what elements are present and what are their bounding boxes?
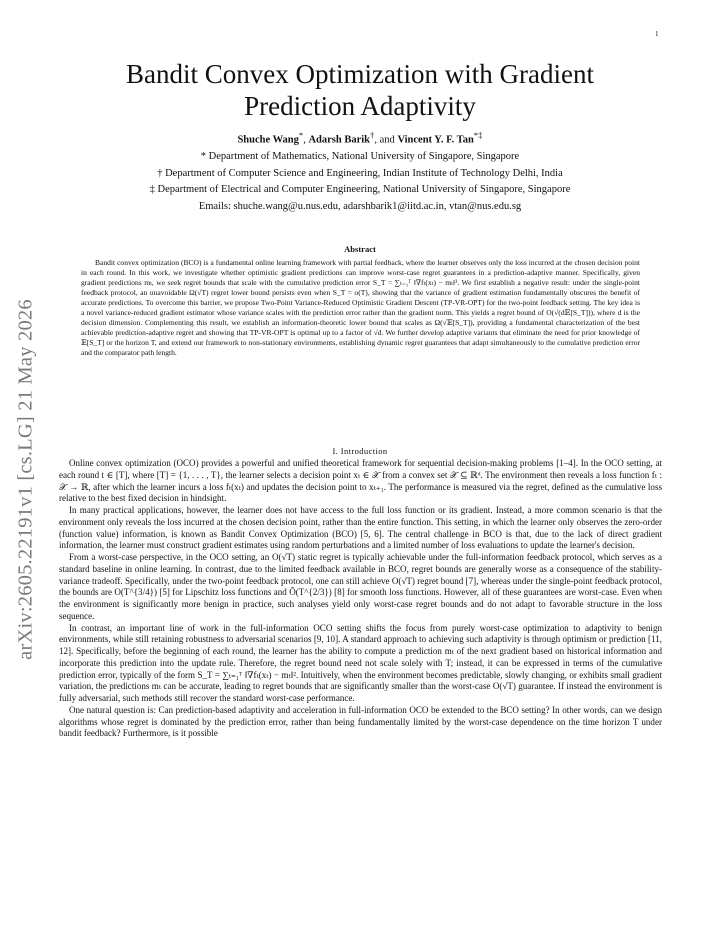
paragraph: In many practical applications, however, the learner does not have access to the full loss function or its gradient. Instead, a more common scenario is that the environment only reveals the loss incurred at the chosen decision point, rather than the entire function. This setting, in which the learner only observes the zero-order (function value) information, is known as Bandit Convex Optimization (BCO) [5, 6]. The central challenge in BCO is that, due to the lack of direct gradient information, the learner must construct gradient estimates using random perturbations and a limited number of loss evaluations to update the learner's decision. [59, 505, 662, 551]
author-block [100, 127, 620, 215]
abstract-text: Bandit convex optimization (BCO) is a fundamental online learning framework with partial feedback, where the learner observes only the loss incurred at the chosen decision point in each round. In this work, we investigate whether optimistic gradient predictions can improve worst-case regret guarantees in a prediction-adaptive manner. Specifically, given gradient predictions mₜ, we seek regret bounds that scale with the cumulative prediction error S_T = ∑ₜ₌₁ᵀ ‖∇fₜ(xₜ) − mₜ‖². We first establish a negative result: under the single-point feedback protocol, an unavoidable Ω(√T) regret lower bound persists even when S_T = o(T), showing that the variance of gradient estimation fundamentally obscures the benefit of accurate predictions. To overcome this barrier, we propose Two-Point Variance-Reduced Optimistic Gradient Descent (TP-VR-OPT) for the two-point feedback setting. The key idea is a novel variance-reduced gradient estimator whose variance scales with the prediction error rather than the gradient norm. This yields a regret bound of O(√(d𝔼[S_T])), where d is the decision dimension. Complementing this result, we establish an information-theoretic lower bound that scales as Ω(√𝔼[S_T]), providing a fundamental characterization of the best achievable prediction-adaptive regret and showing that TP-VR-OPT is optimal up to a factor of √d. We further develop adaptive variants that eliminate the need for prior knowledge of 𝔼[S_T] or the horizon T, and extend our framework to non-stationary environments, establishing dynamic regret guarantees that adapt simultaneously to the cumulative prediction error and the comparator path length. [81, 258, 640, 358]
author-name: Shuche Wang [237, 134, 299, 146]
section-heading: I. Introduction [332, 446, 388, 456]
arxiv-stamp: arXiv:2605.22191v1 [cs.LG] 21 May 2026 [14, 299, 37, 660]
author-name: Vincent Y. F. Tan [397, 134, 474, 146]
author-mark: *‡ [473, 130, 483, 140]
paper-title: Bandit Convex Optimization with Gradient Prediction Adaptivity [126, 59, 594, 121]
author-emails: Emails: shuche.wang@u.nus.edu, adarshbarik1@iitd.ac.in, vtan@nus.edu.sg [198, 200, 522, 212]
body-text [59, 458, 662, 740]
affiliation: ‡ Department of Electrical and Computer Engineering, National University of Singapore, Singapore [149, 184, 571, 195]
paragraph: In contrast, an important line of work in the full-information OCO setting shifts the focus from purely worst-case optimization to adaptivity to benign environments, while still retaining robustness to adversarial scenarios [9, 10]. A standard approach to achieving such adaptivity is through optimism or prediction [11, 12]. Specifically, before the beginning of each round, the learner has the ability to compute a prediction mₜ of the next gradient based on historical information and incorporate this prediction into the update rule. Therefore, the regret bound need not scale solely with T; instead, it can be expressed in terms of the cumulative prediction error, typically of the form S_T = ∑ₜ₌₁ᵀ ‖∇fₜ(xₜ) − mₜ‖². Intuitively, when the environment becomes predictable, slowly changing, or exhibits small gradient variation, the predictions mₜ can be accurate, leading to regret bounds that are significantly smaller than the worst-case O(√T) guarantee. If instead the environment is fully adversarial, such methods still recover the standard worst-case performance. [59, 622, 662, 703]
author-mark: * [298, 130, 304, 140]
author-mark: † [370, 130, 375, 140]
abstract-heading: Abstract [344, 244, 376, 254]
affiliation: * Department of Mathematics, National University of Singapore, Singapore [200, 151, 520, 162]
author-name: Adarsh Barik [308, 134, 371, 146]
paragraph: One natural question is: Can prediction-based adaptivity and acceleration in full-information OCO be extended to the BCO setting? In other words, can we design algorithms whose regret is dominated by the prediction error, rather than being fundamentally limited by the worst-case dependence on the time horizon T under bandit feedback? Furthermore, is it possible [59, 704, 662, 739]
paragraph: Online convex optimization (OCO) provides a powerful and unified theoretical framework for sequential decision-making problems [1–4]. In the OCO setting, at each round t ∈ [T], where [T] = {1, . . . , T}, the learner selects a decision point xₜ ∈ 𝒳 from a convex set 𝒳 ⊆ ℝᵈ. The environment then reveals a loss function fₜ : 𝒳 → ℝ, after which the learner incurs a loss fₜ(xₜ) and updates the decision point to xₜ₊₁. The performance is measured via the regret, defined as the cumulative loss relative to the best fixed decision in hindsight. [59, 458, 662, 504]
paragraph: From a worst-case perspective, in the OCO setting, an O(√T) static regret is typically achievable under the full-information feedback protocol, which serves as a standard baseline in online learning. In contrast, due to the limited feedback available in BCO, regret bounds are generally worse as a consequence of the stability-variance tradeoff. Specifically, under the two-point feedback protocol, one can still achieve O(√T) regret bound [7], whereas under the single-point feedback protocol, the bounds are O(T^{3/4}) [5] for Lipschitz loss functions and Õ(T^{2/3}) [8] for smooth loss functions. However, all of these guarantees are worst-case. Even when the environment is significantly more benign in practice, such analyses yield only worst-case regret bounds and do not adapt to favorable structure in the loss sequence. [59, 552, 662, 621]
author-separator: , and [374, 134, 398, 146]
author-separator: , [303, 134, 309, 146]
author-line [100, 127, 620, 149]
affiliation: † Department of Computer Science and Engineering, Indian Institute of Technology Delhi, India [157, 167, 563, 179]
page-number: 1 [655, 30, 659, 38]
